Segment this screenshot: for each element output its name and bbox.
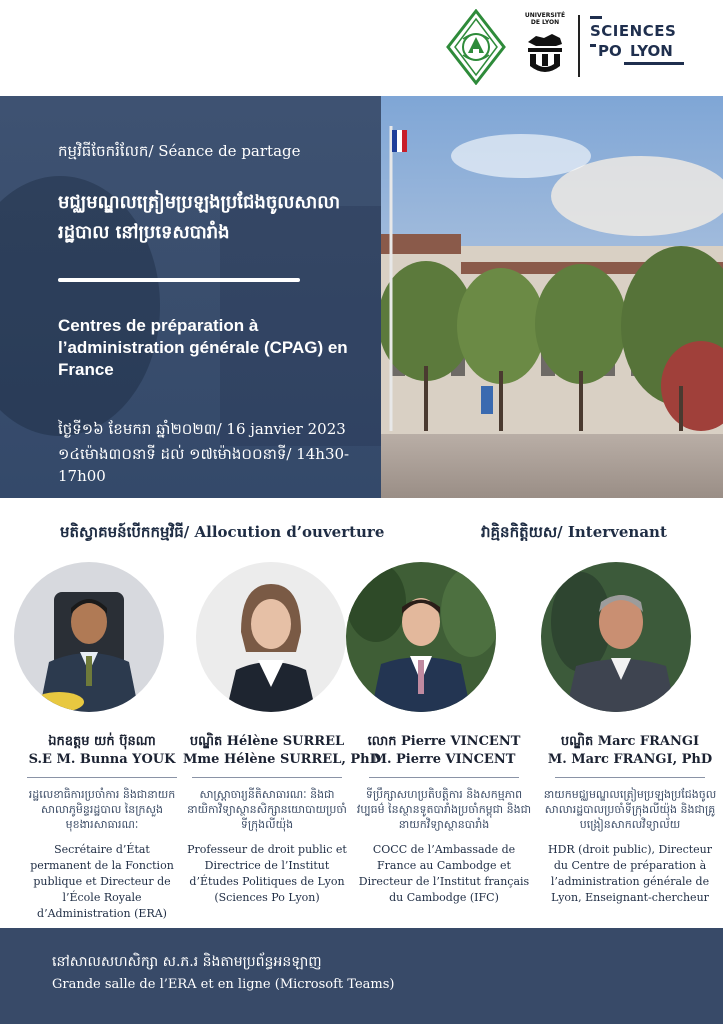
event-banner [0,96,723,498]
scpo-word-po: PO [598,42,622,60]
name-khmer: បណ្ឌិត Marc FRANGI [560,734,700,749]
portrait-bunna-youk [14,562,164,712]
logo-divider [578,15,580,77]
universite-de-lyon-logo [522,12,568,78]
opening-remarks-heading: មតិស្វាគមន៍បើកកម្មវិធី/ Allocution d’ouverture [60,523,385,541]
bio-khmer: សាស្ត្រាចារ្យនីតិសាធារណៈ និងជានាយិកាវិទ្យាស្ថានសិក្សានយោបាយប្រចាំទីក្រុងលីយ៉ុង [187,788,347,831]
name-french: Mme Hélène SURREL, PhD [183,752,381,767]
bio-khmer: ទីប្រឹក្សាសហប្រតិបត្តិការ និងសកម្មភាពវប្បធម៌ នៃស្ថានទូតបារាំងប្រចាំកម្ពុជា និងជានាយកវិទ្យាស្ថានបារាំង [356,788,532,831]
scpo-accent-bar [590,16,602,19]
name-divider [369,777,519,778]
session-label: កម្មវិធីចែករំលែក/ Séance de partage [58,142,301,160]
bio-french: Professeur de droit public et Directrice de l’Institut d’Études Politiques de Lyon (Sciences Po Lyon) [187,843,347,904]
guest-speaker-heading: វាគ្មិនកិត្តិយស/ Intervenant [481,523,667,541]
event-date: ថ្ងៃទី១៦ ខែមករា ឆ្នាំ២០២៣/ 16 janvier 2023 [58,420,346,438]
venue-french: Grande salle de l’ERA et en ligne (Microsoft Teams) [52,977,395,992]
name-french: M. Pierre VINCENT [372,752,516,767]
scpo-word-sciences: SCIENCES [590,22,677,40]
banner-title-panel [0,96,381,498]
campus-photo [381,96,723,498]
bio-french: Secrétaire d’État permanent de la Fonction publique et Directeur de l’École Royale d’Administration (ERA) [30,843,174,920]
name-khmer: ឯកឧត្ដម យក់ ប៊ុនណា [48,734,156,749]
name-divider [555,777,705,778]
venue-khmer: នៅសាលសហសិក្សា ស.ភ.រ និងតាមប្រព័ន្ធអនឡាញ [52,954,322,970]
header [0,0,723,96]
event-title-khmer: មជ្ឈមណ្ឌលត្រៀមប្រឡងប្រជែងចូលសាលារដ្ឋបាល នៅប្រទេសបារាំង [58,192,341,243]
portrait-pierre-vincent [346,562,496,712]
university-wordmark: UNIVERSITÉ DE LYON [524,12,566,26]
bio-french: COCC de l’Ambassade de France au Cambodge et Directeur de l’Institut français du Cambodge (IFC) [358,843,530,904]
name-divider [192,777,342,778]
scpo-underline [624,62,684,65]
bio-khmer: រដ្ឋលេខាធិការប្រចាំការ និងជានាយកសាលាភូមិន្ទរដ្ឋបាល នៃក្រសួងមុខងារសាធារណៈ [28,788,176,831]
event-title-french: Centres de préparation à l’administration générale (CPAG) en France [58,316,348,379]
name-khmer: បណ្ឌិត Hélène SURREL [189,734,345,749]
person-card-marc-frangi [540,732,720,906]
sciences-po-lyon-logo [590,18,710,74]
venue-footer [0,928,723,1024]
bio-french: HDR (droit public), Directeur du Centre de préparation à l’administration générale de Lyon, Enseignant-chercheur [547,843,713,904]
era-logo [446,9,506,85]
name-divider [27,777,177,778]
portrait-helene-surrel [196,562,346,712]
person-card-pierre-vincent [356,732,532,906]
event-time: ១៤ម៉ោង៣០នាទី ដល់ ១៧ម៉ោង០០នាទី/ 14h30-17h00 [58,445,350,485]
portrait-marc-frangi [541,562,691,712]
name-french: S.E M. Bunna YOUK [28,752,176,767]
scpo-word-lyon: LYON [630,42,673,60]
name-khmer: លោក Pierre VINCENT [367,734,521,749]
bio-khmer: នាយកមជ្ឈមណ្ឌលត្រៀមប្រឡងប្រជែងចូលសាលារដ្ឋបាលប្រចាំទីក្រុងលីយ៉ុង និងជាគ្រូបង្រៀនសាកលវិទ្យាល័យ [543,788,717,831]
person-card-helene-surrel [183,732,381,906]
name-french: M. Marc FRANGI, PhD [547,752,713,767]
scpo-accent-bar-2 [590,44,596,47]
person-card-bunna-youk [22,732,182,922]
title-underline [58,278,300,282]
